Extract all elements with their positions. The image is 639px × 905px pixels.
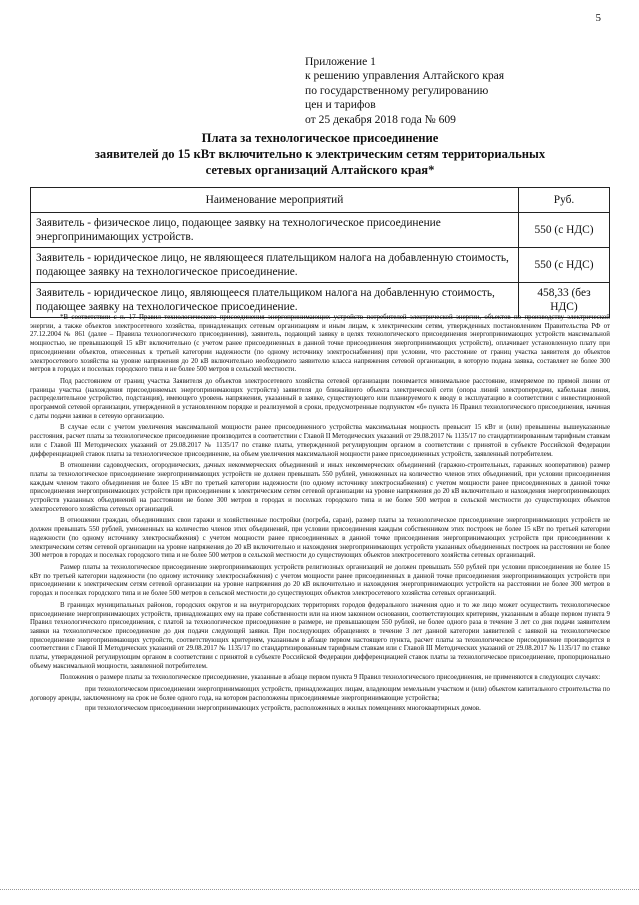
appendix-line: по государственному регулированию (305, 83, 489, 97)
footnote-paragraph: Под расстоянием от границ участка Заявителя до объектов электросетевого хозяйства сетевой организации понимается минимальное расстояние, измеряемое по прямой линии от границы участка (нахождения присоединяемых энергопринимающих устройств) заявителя до ближайшего объекта электрической сети (опора линий электропередачи, кабельная линия, распределительное устройство, подстанция), имеющего уровень напряжения, указанный в заявке, существующего или планируемого к вводу в эксплуатацию в соответствии с инвестиционной программой сетевой организации, утвержденной в установленном порядке и реализуемой в сроки, предусмотренные подпунктом «б» пункта 16 Правил технологического присоединения, начиная с даты подачи заявки в сетевую организацию. (30, 377, 610, 420)
title-line: сетевых организаций Алтайского края* (205, 163, 435, 177)
table-header-row (31, 188, 610, 213)
table-row (31, 283, 610, 318)
title-line: Плата за технологическое присоединение (201, 131, 439, 145)
fees-table (30, 187, 610, 318)
row-name: Заявитель - физическое лицо, подающее заявку на технологическое присоединение энергопринимающих устройств. (31, 213, 519, 248)
footnote-case-item: при технологическом присоединении энергопринимающих устройств, расположенных в жилых помещениях многоквартирных домов. (85, 704, 481, 712)
column-header-price: Руб. (519, 188, 610, 213)
page-bottom-divider (0, 889, 639, 890)
appendix-block (305, 55, 605, 127)
footnote-paragraph: *В соответствии с п. 17 Правил технологического присоединения энергопринимающих устройств потребителей электрической энергии, объектов по производству электрической энергии, а также объектов электросетевого хозяйства, принадлежащих сетевым организациям и иным лицам, к электрическим сетям, утвержденных постановлением Правительства РФ от 27.12.2004 № 861 (далее – Правила технологического присоединения), заявитель, подающий заявку в целях технологического присоединения энергопринимающих устройств максимальной мощностью, не превышающей 15 кВт включительно (с учетом ранее присоединенных в данной точке присоединения энергопринимающих устройств), оплачивает установленную плату при присоединении объектов, отнесенных к третьей категории надежности (по одному источнику электроснабжения) при условии, что расстояние от границ участка заявителя до объектов электросетевого хозяйства на уровне напряжения до 20 кВ включительно необходимого заявителю класса напряжения сетевой организации, в которую подана заявка, составляет не более 300 метров в городах и поселках городского типа и не более 500 метров в сельской местности. (30, 314, 610, 374)
footnotes-block (30, 314, 610, 714)
row-price: 550 (с НДС) (519, 213, 610, 248)
appendix-line: цен и тарифов (305, 98, 376, 112)
row-name: Заявитель - юридическое лицо, не являющееся плательщиком налога на добавленную стоимость, подающее заявку на технологическое присоединение. (31, 248, 519, 283)
footnote-paragraph: В случае если с учетом увеличения максимальной мощности ранее присоединенного устройства максимальная мощность превысит 15 кВт и (или) превышены вышеуказанные расстояния, расчет платы за технологическое присоединение производится в соответствии с Главой II Методических указаний от 29.08.2017 № 1135/17 по стандартизированным тарифным ставкам или с Главой III Методических указаний от 29.08.2017 № 1135/17 по ставке платы, утвержденной регулирующим органом в соответствии с принятой в субъекте Российской Федерации дифференциацией ставок платы за технологическое присоединение, на объем увеличения максимальной мощности ранее присоединенных устройств, заявленный потребителем. (30, 424, 610, 458)
column-header-name: Наименование мероприятий (31, 188, 519, 213)
table-row (31, 213, 610, 248)
footnote-paragraph: Положения о размере платы за технологическое присоединение, указанные в абзаце первом пункта 9 Правил технологического присоединения, не применяются в следующих случаях: (60, 674, 601, 682)
appendix-line: от 25 декабря 2018 года № 609 (305, 112, 456, 126)
footnote-paragraph: Размер платы за технологическое присоединение энергопринимающих устройств религиозных организаций не должен превышать 550 рублей при условии присоединения не более 15 кВт по третьей категории надежности (по одному источнику электроснабжения) с учетом мощности ранее присоединенных в данной точке присоединения энергопринимающих устройств при присоединении к электрическим сетям сетевой организации на уровне напряжения до 20 кВ включительно и нахождения энергопринимающих устройств на расстоянии не более 300 метров в городах и поселках городского типа и не более 500 метров в сельской местности до существующих объектов электросетевого хозяйства сетевых организаций. (30, 563, 610, 598)
table-row (31, 248, 610, 283)
footnote-case-item: при технологическом присоединении энергопринимающих устройств, принадлежащих лицам, владеющим земельным участком и (или) объектом капитального строительства по договору аренды, заключенному на срок не более одного года, на котором расположены присоединяемые энергопринимающие устройства; (30, 686, 610, 702)
footnote-paragraph: В отношении граждан, объединивших свои гаражи и хозяйственные постройки (погреба, сараи), размер платы за технологическое присоединение энергопринимающих устройств не должен превышать 550 рублей, умноженных на количество членов этих объединений, при условии присоединения каждым собственником этих построек не более 15 кВт по третьей категории надежности (по одному источнику электроснабжения) с учетом мощности ранее присоединенных в данной точке присоединения энергопринимающих устройств при присоединении к электрическим сетям сетевой организации на уровне напряжения до 20 кВ включительно и нахождения энергопринимающих устройств указанных объединенных построек на расстоянии не более 300 метров в городах и поселках городского типа и не более 500 метров в сельской местности до существующих объектов электросетевого хозяйства сетевых организаций. (30, 517, 610, 560)
title-line: заявителей до 15 кВт включительно к электрическим сетям территориальных (94, 147, 546, 161)
footnote-paragraph: В границах муниципальных районов, городских округов и на внутригородских территориях городов федерального значения одно и то же лицо может осуществить технологическое присоединение энергопринимающих устройств, принадлежащих ему на праве собственности или на ином законном основании, соответствующих критериям, указанным в абзаце первом пункта 9 Правил технологического присоединения, с платой за технологическое присоединение в размере, не превышающем 550 рублей, не более одного раза в течение 3 лет со дня подачи заявителем заявки на технологическое присоединение до дня подачи следующей заявки. При последующих обращениях в течение 3 лет данной категории заявителей с заявкой на технологическое присоединение энергопринимающих устройств, соответствующих критериям, указанным в абзаце первом настоящего пункта, расчет платы за технологическое присоединение производится в соответствии с Главой II Методических указаний от 29.08.2017 № 1135/17 по стандартизированным тарифным ставкам или с Главой III Методических указаний от 29.08.2017 № 1135/17 по ставке платы, утвержденной регулирующим органом в соответствии с принятой в субъекте Российской Федерации дифференциацией ставок платы за технологическое присоединение, пропорционально объему максимальной мощности, заявленной потребителем. (30, 601, 610, 670)
footnote-paragraph: В отношении садоводческих, огороднических, дачных некоммерческих объединений и иных некоммерческих объединений (гаражно-строительных, гаражных кооперативов) размер платы за технологическое присоединение энергопринимающих устройств не должен превышать 550 рублей, умноженных на количество членов этих объединений, при условии присоединения каждым членом такого объединения не более 15 кВт по третьей категории надежности (по одному источнику электроснабжения) с учетом мощности ранее присоединенных в данной точке присоединения энергопринимающих устройств при присоединении к электрическим сетям сетевой организации на уровне напряжения до 20 кВ включительно и нахождения энергопринимающих устройств указанных объединений на расстоянии не более 300 метров в городах и поселках городского типа и не более 500 метров в сельской местности до существующих объектов электросетевого хозяйства сетевых организаций. (30, 462, 610, 513)
row-price: 550 (с НДС) (519, 248, 610, 283)
row-price: 458,33 (без НДС) (519, 283, 610, 318)
appendix-line: Приложение 1 (305, 55, 376, 68)
document-title (30, 130, 610, 178)
row-name: Заявитель - юридическое лицо, являющееся плательщиком налога на добавленную стоимость, подающее заявку на технологическое присоединение. (31, 283, 519, 318)
appendix-line: к решению управления Алтайского края (305, 69, 505, 83)
page-number: 5 (595, 12, 601, 24)
